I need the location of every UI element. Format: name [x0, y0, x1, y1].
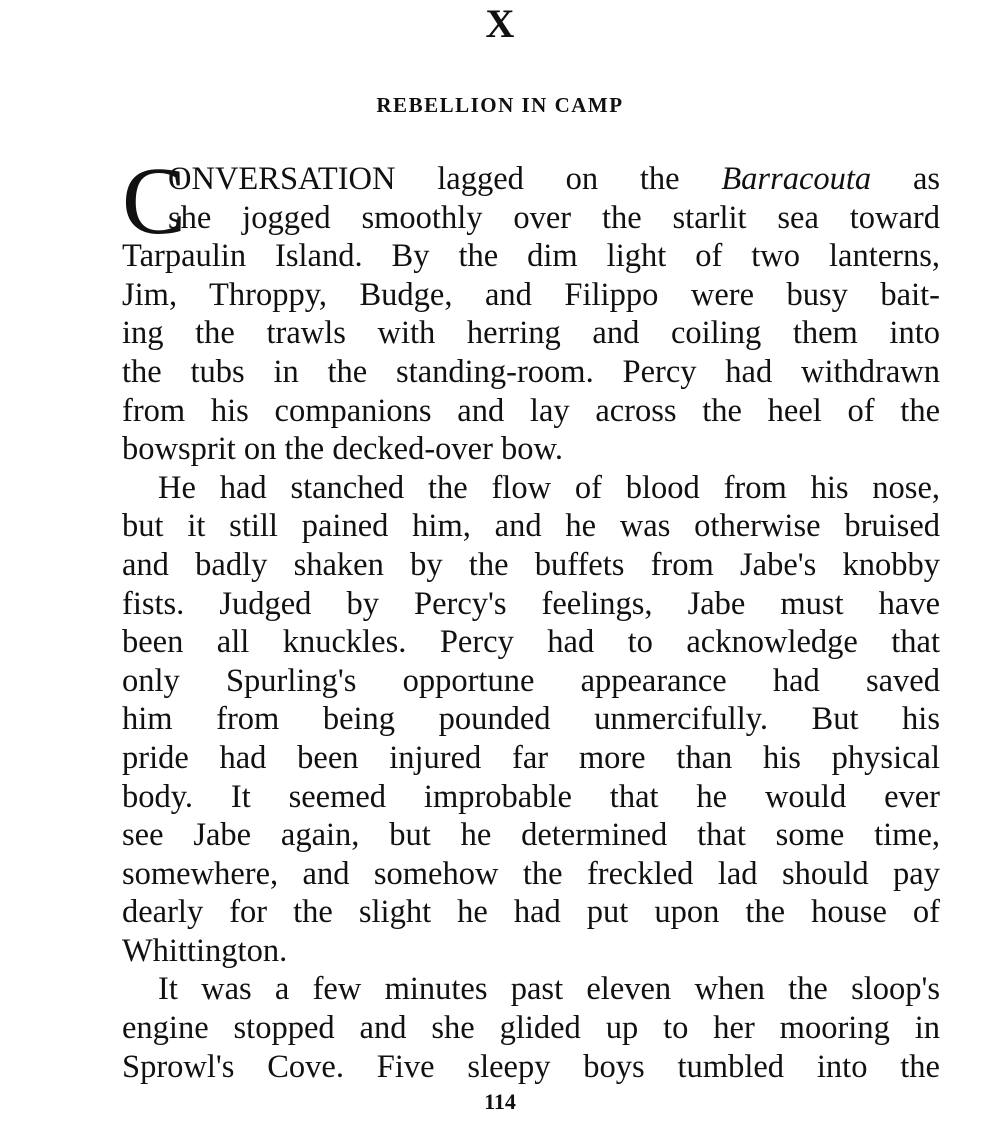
- text-line: only Spurling's opportune appearance had saved: [122, 662, 940, 699]
- text-line: engine stopped and she glided up to her mooring in: [122, 1010, 940, 1047]
- body-text: [122, 147, 941, 1086]
- text-line: ing the trawls with herring and coiling them into: [122, 315, 940, 352]
- page-number: 114: [484, 1089, 516, 1114]
- text-line: He had stanched the flow of blood from his nose,: [158, 469, 940, 506]
- text-line: see Jabe again, but he determined that some time,: [122, 817, 940, 854]
- text-line: ONVERSATION lagged on the Barracouta as: [168, 161, 941, 197]
- text-line: been all knuckles. Percy had to acknowledge that: [122, 624, 940, 661]
- text-line: Tarpaulin Island. By the dim light of two lanterns,: [122, 238, 940, 275]
- text-line: fists. Judged by Percy's feelings, Jabe must have: [122, 585, 940, 622]
- text-line: the tubs in the standing-room. Percy had withdrawn: [122, 353, 940, 390]
- text-line: but it still pained him, and he was otherwise bruised: [122, 508, 940, 545]
- text-line: It was a few minutes past eleven when the sloop's: [158, 971, 940, 1008]
- text-line: Whittington.: [122, 932, 288, 969]
- text-line: from his companions and lay across the heel of the: [122, 392, 940, 429]
- text-line: she jogged smoothly over the starlit sea toward: [168, 199, 940, 236]
- drop-cap: C: [122, 147, 187, 254]
- text-line: him from being pounded unmercifully. But his: [122, 701, 940, 738]
- text-line: somewhere, and somehow the freckled lad should pay: [122, 855, 940, 892]
- chapter-number: X: [485, 1, 515, 46]
- text-line: bowsprit on the decked-over bow.: [122, 431, 564, 468]
- text-line: Sprowl's Cove. Five sleepy boys tumbled into the: [122, 1048, 940, 1085]
- text-line: dearly for the slight he had put upon the house of: [122, 894, 940, 931]
- text-line: and badly shaken by the buffets from Jabe's knobby: [122, 546, 940, 583]
- text-line: pride had been injured far more than his physical: [122, 739, 940, 776]
- text-line: Jim, Throppy, Budge, and Filippo were busy bait-: [122, 276, 940, 313]
- boat-name: Barracouta: [721, 161, 872, 197]
- text-line: body. It seemed improbable that he would ever: [122, 778, 940, 815]
- chapter-title: REBELLION IN CAMP: [376, 93, 624, 117]
